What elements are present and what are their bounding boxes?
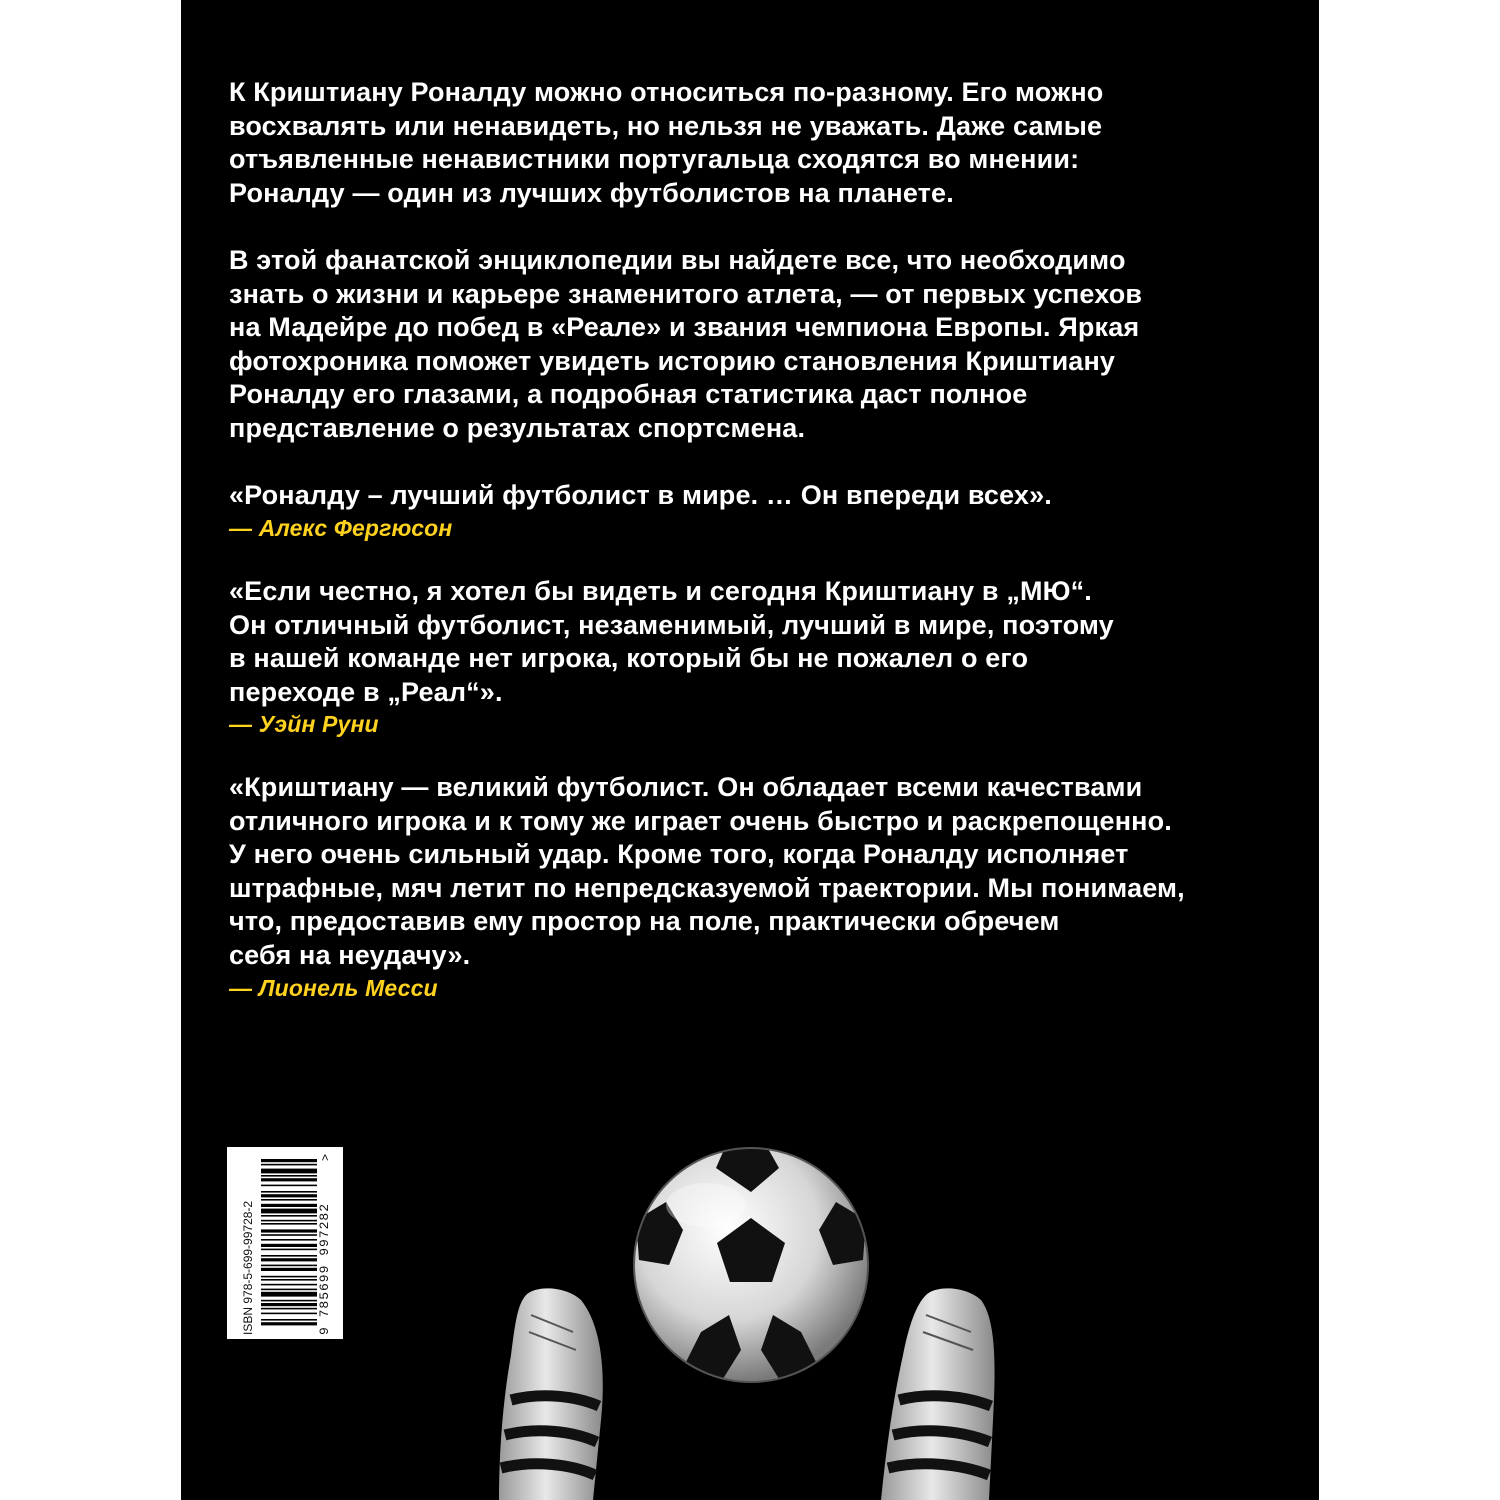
quote-author: — Алекс Фергюсон	[229, 514, 453, 541]
isbn-label: ISBN 978-5-699-99728-2	[241, 1200, 255, 1335]
quote-line: в нашей команде нет игрока, который бы не пожалел о его	[229, 643, 1029, 674]
intro-line: восхвалять или ненавидеть, но нельзя не уважать. Даже самые	[229, 110, 1103, 141]
quote-ferguson	[229, 479, 1289, 543]
barcode-quiet-mark: >	[318, 1153, 332, 1161]
intro-paragraph	[229, 76, 1289, 210]
quote-author: — Лионель Месси	[229, 974, 438, 1001]
isbn-digits: 9 785699 997282	[317, 1202, 332, 1335]
quote-line: «Криштиану — великий футболист. Он обладает всеми качествами	[229, 772, 1143, 802]
quote-line: штрафные, мяч летит по непредсказуемой траектории. Мы понимаем,	[229, 872, 1185, 903]
quote-line: «Роналду – лучший футболист в мире. … Он впереди всех».	[229, 480, 1052, 510]
description-line: фотохроника поможет увидеть историю становления Криштиану	[229, 345, 1116, 376]
description-line: знать о жизни и карьере знаменитого атлета, — от первых успехов	[229, 278, 1143, 309]
intro-line: отъявленные ненавистники португальца сходятся во мнении:	[229, 144, 1080, 175]
intro-line: К Криштиану Роналду можно относиться по-разному. Его можно	[229, 77, 1104, 107]
quote-line: Он отличный футболист, незаменимый, лучший в мире, поэтому	[229, 609, 1114, 640]
quote-line: отличного игрока и к тому же играет очень быстро и раскрепощенно.	[229, 805, 1172, 836]
quote-line: «Если честно, я хотел бы видеть и сегодня Криштиану в „МЮ“.	[229, 576, 1092, 606]
quote-line: У него очень сильный удар. Кроме того, когда Роналду исполняет	[229, 839, 1129, 870]
football-boot-icon	[499, 1288, 603, 1500]
intro-line: Роналду — один из лучших футболистов на планете.	[229, 177, 954, 208]
quote-author: — Уэйн Руни	[229, 711, 379, 738]
football-boot-icon	[881, 1288, 995, 1500]
quote-rooney	[229, 575, 1289, 739]
quote-messi	[229, 771, 1289, 1003]
quote-line: что, предоставив ему простор на поле, практически обречем	[229, 906, 1060, 937]
quote-line: себя на неудачу».	[229, 939, 471, 970]
description-line: Роналду его глазами, а подробная статистика даст полное	[229, 379, 1028, 410]
description-line: представление о результатах спортсмена.	[229, 412, 806, 443]
soccer-ball-icon	[634, 1145, 868, 1382]
description-line: на Мадейре до побед в «Реале» и звания чемпиона Европы. Яркая	[229, 312, 1140, 343]
football-illustration	[181, 1100, 1319, 1500]
quote-line: переходе в „Реал“».	[229, 676, 503, 707]
book-back-cover	[181, 0, 1319, 1500]
description-paragraph	[229, 244, 1289, 446]
description-line: В этой фанатской энциклопедии вы найдете все, что необходимо	[229, 245, 1126, 275]
